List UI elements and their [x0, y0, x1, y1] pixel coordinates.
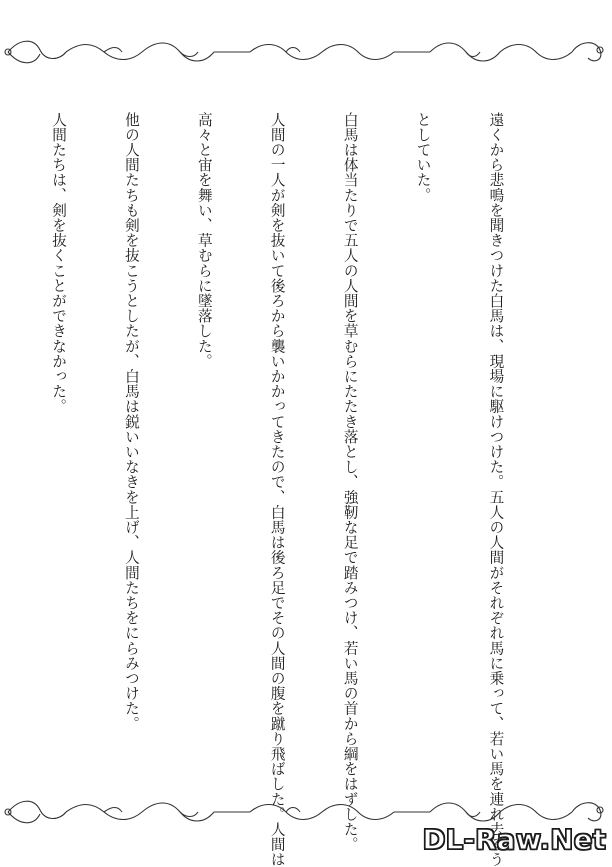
text-line: 白馬は体当たりで五人の人間を草むらにたたき落とし、強靭な足で踏みつけ、若い馬の首から綱をはずした。	[341, 112, 359, 852]
text-line: 遠くから悲鳴を聞きつけた白馬は、現場に駆けつけた。五人の人間がそれぞれ馬に乗って、若い馬を連れ去ろう	[487, 112, 505, 867]
top-ornament-divider	[0, 30, 612, 74]
text-line: 他の人間たちも剣を抜こうとしたが、白馬は鋭いいなきを上げ、人間たちをにらみつけた。	[122, 112, 140, 732]
text-line: としていた。	[414, 112, 432, 203]
text-line: 高々と宙を舞い、草むらに墜落した。	[195, 112, 213, 369]
text-line: 人間たちは、剣を抜くことができなかった。	[50, 112, 68, 414]
text-line: 人間の一人が剣を抜いて後ろから襲いかかってきたので、白馬は後ろ足でその人間の腹を蹴り飛ばした。人間は	[268, 112, 286, 867]
site-watermark: DL-Raw.Net	[422, 823, 606, 856]
